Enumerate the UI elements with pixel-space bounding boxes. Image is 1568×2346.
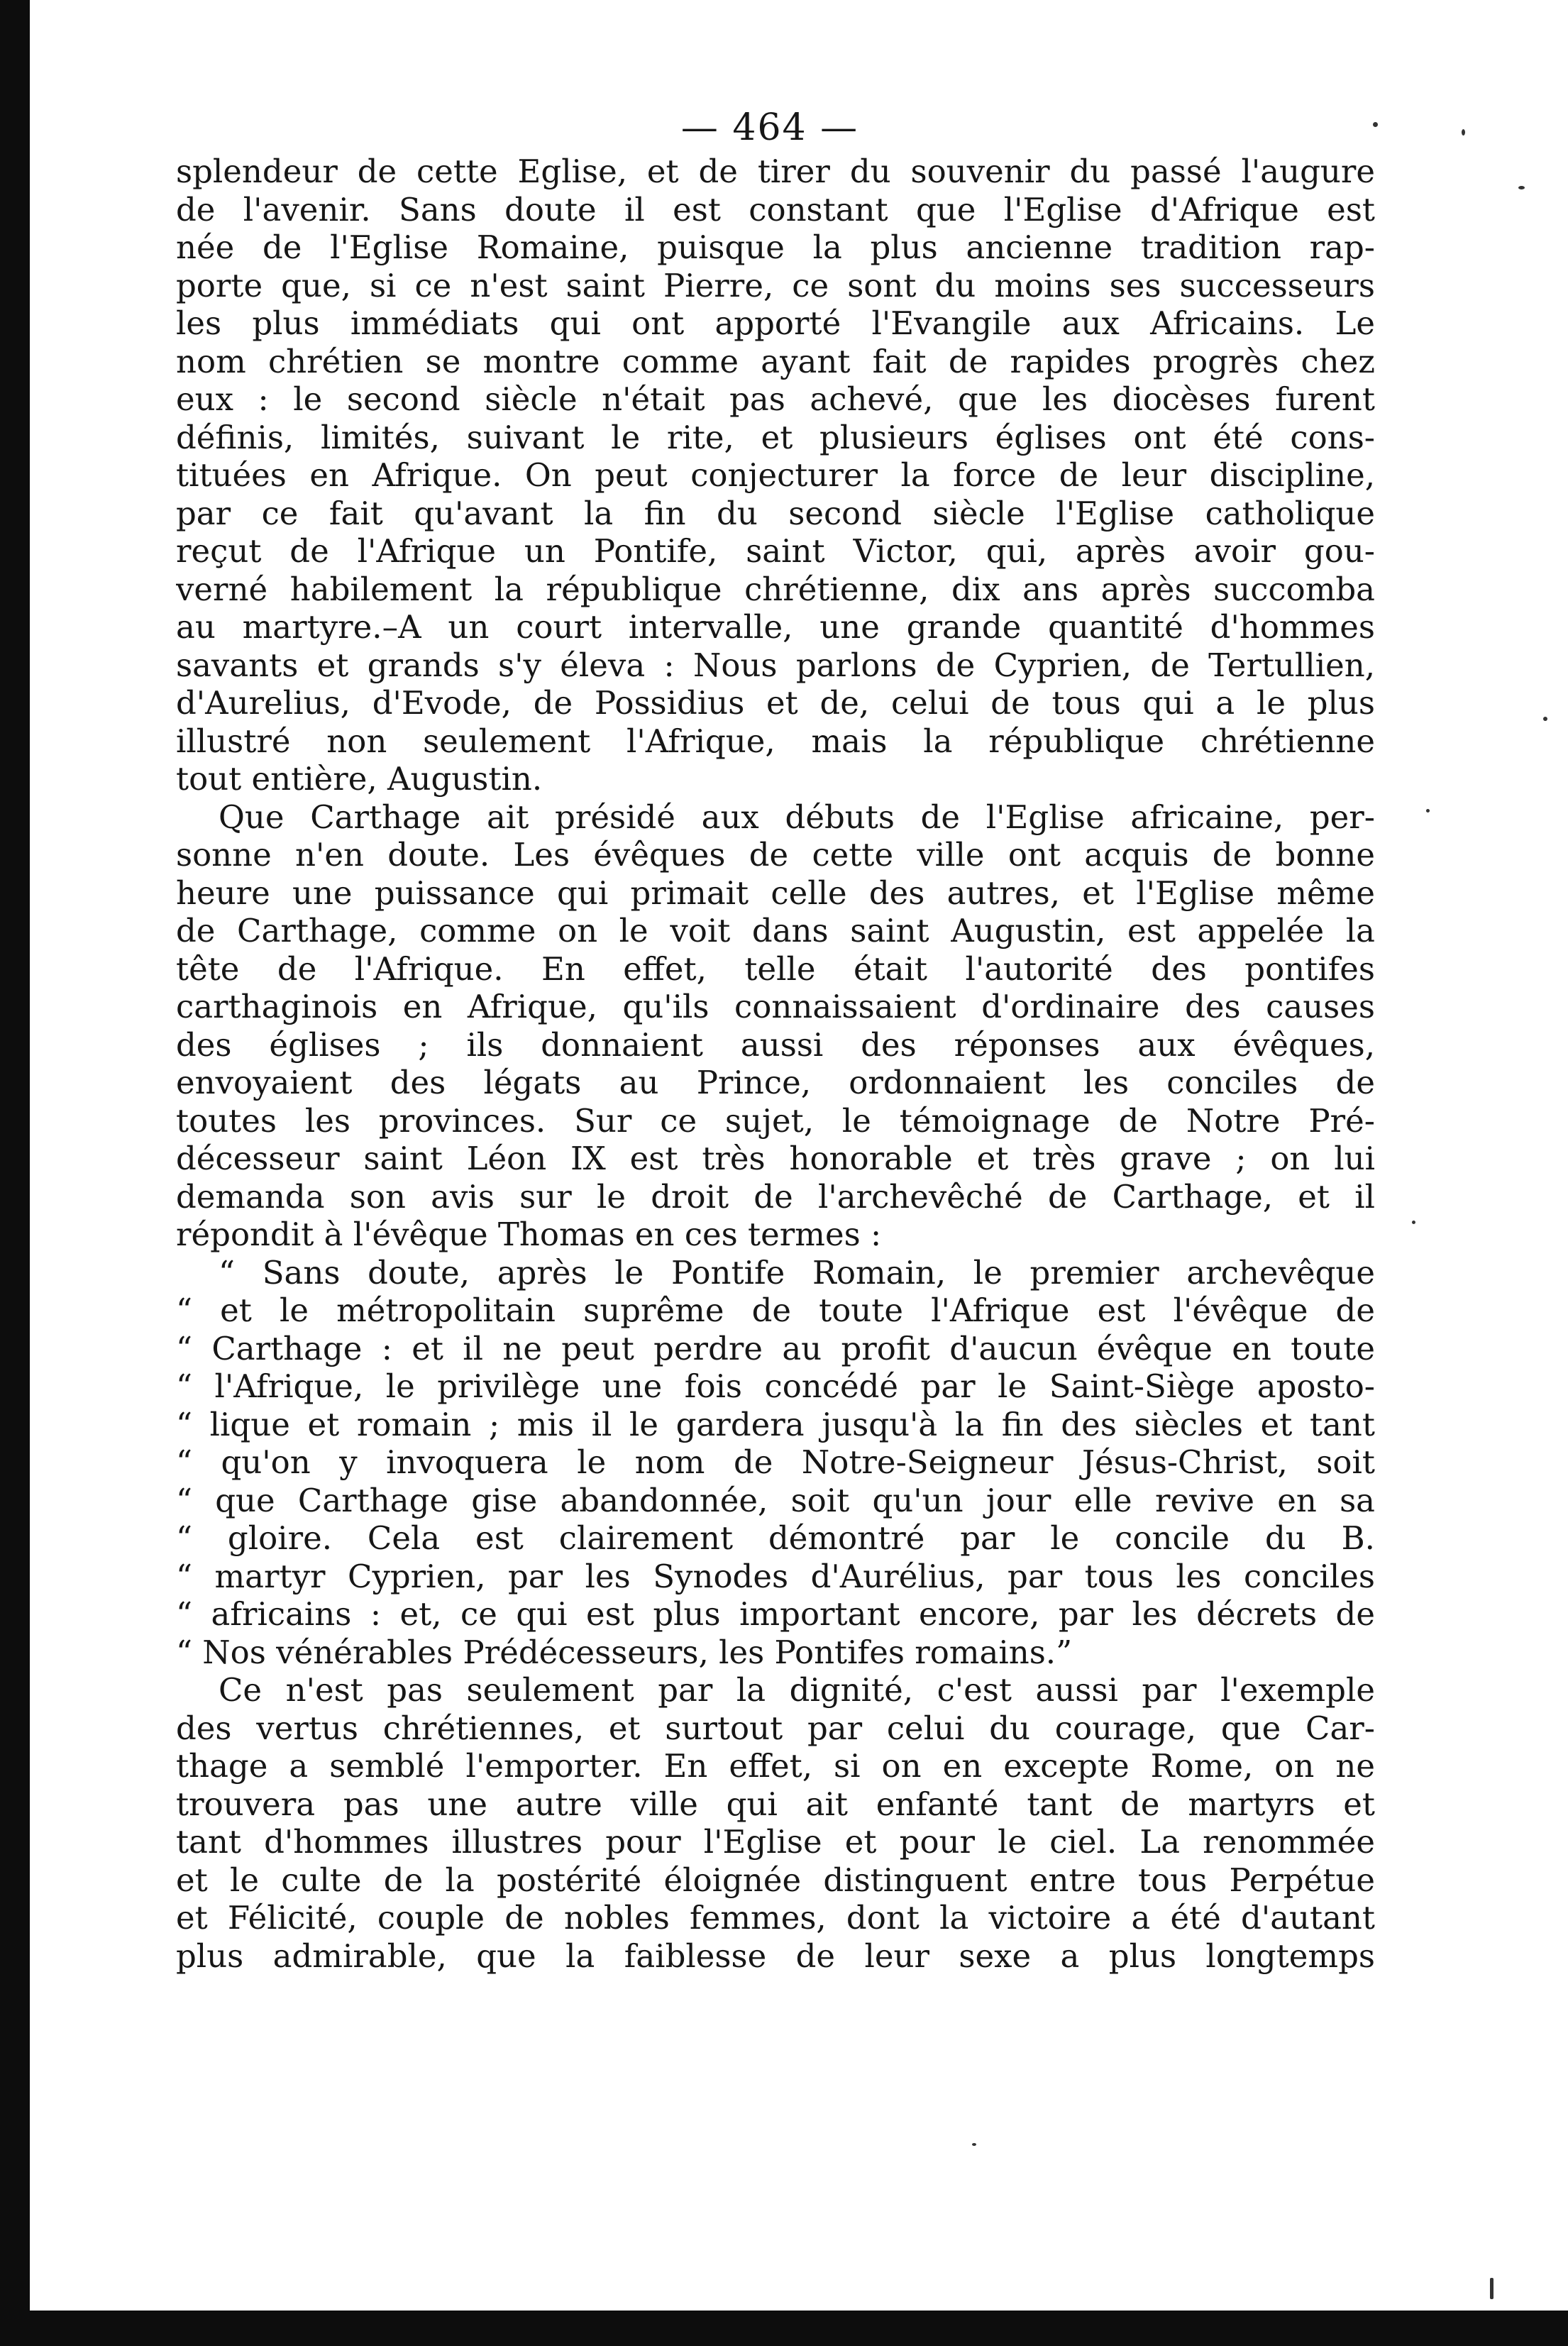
quote-line: “ qu'on y invoquera le nom de Notre-Seigneur Jésus-Christ, soit bbox=[176, 1443, 1375, 1481]
text-line: née de l'Eglise Romaine, puisque la plus ancienne tradition rap- bbox=[176, 228, 1375, 266]
text-line: des églises ; ils donnaient aussi des réponses aux évêques, bbox=[176, 1025, 1375, 1064]
text-line: demanda son avis sur le droit de l'archevêché de Carthage, et il bbox=[176, 1177, 1375, 1216]
quote-line: “ Carthage : et il ne peut perdre au profit d'aucun évêque en toute bbox=[176, 1329, 1375, 1367]
text-line: tituées en Afrique. On peut conjecturer la force de leur discipline, bbox=[176, 456, 1375, 494]
quote-line: “ gloire. Cela est clairement démontré par le concile du B. bbox=[176, 1519, 1375, 1557]
page-number: — 464 — bbox=[680, 106, 859, 149]
text-line: par ce fait qu'avant la fin du second siècle l'Eglise catholique bbox=[176, 494, 1375, 532]
text-line: d'Aurelius, d'Evode, de Possidius et de, celui de tous qui a le plus bbox=[176, 684, 1375, 722]
speck bbox=[972, 2143, 976, 2146]
text-line: tête de l'Afrique. En effet, telle était l'autorité des pontifes bbox=[176, 949, 1375, 988]
text-line: savants et grands s'y éleva : Nous parlons de Cyprien, de Tertullien, bbox=[176, 646, 1375, 684]
quote-line: “ et le métropolitain suprême de toute l'Afrique est l'évêque de bbox=[176, 1292, 1375, 1329]
quote-line: “ lique et romain ; mis il le gardera jusqu'à la fin des siècles et tant bbox=[176, 1405, 1375, 1443]
speck bbox=[1518, 186, 1525, 189]
text-line: des vertus chrétiennes, et surtout par celui du courage, que Car- bbox=[176, 1709, 1375, 1747]
text-line: heure une puissance qui primait celle des autres, et l'Eglise même bbox=[176, 874, 1375, 912]
text-line: carthaginois en Afrique, qu'ils connaissaient d'ordinaire des causes bbox=[176, 988, 1375, 1025]
text-line: décesseur saint Léon IX est très honorable et très grave ; on lui bbox=[176, 1140, 1375, 1177]
text-line: eux : le second siècle n'était pas achevé, que les diocèses furent bbox=[176, 380, 1375, 418]
text-line: splendeur de cette Eglise, et de tirer du souvenir du passé l'augure bbox=[176, 153, 1375, 190]
text-line: Ce n'est pas seulement par la dignité, c'est aussi par l'exemple bbox=[219, 1671, 1375, 1709]
text-line: plus admirable, que la faiblesse de leur sexe a plus longtemps bbox=[176, 1937, 1375, 1975]
text-line: porte que, si ce n'est saint Pierre, ce sont du moins ses successeurs bbox=[176, 266, 1375, 304]
text-line: nom chrétien se montre comme ayant fait de rapides progrès chez bbox=[176, 342, 1375, 380]
quote-line: “ que Carthage gise abandonnée, soit qu'un jour elle revive en sa bbox=[176, 1481, 1375, 1519]
text-line: définis, limités, suivant le rite, et plusieurs églises ont été cons- bbox=[176, 418, 1375, 456]
text-line: verné habilement la république chrétienne, dix ans après succomba bbox=[176, 570, 1375, 608]
scan-left-edge bbox=[0, 0, 30, 2346]
quote-line: “ africains : et, ce qui est plus important encore, par les décrets de bbox=[176, 1595, 1375, 1633]
body-text bbox=[176, 153, 1375, 1975]
text-line: de Carthage, comme on le voit dans saint Augustin, est appelée la bbox=[176, 912, 1375, 949]
text-line: reçut de l'Afrique un Pontife, saint Victor, qui, après avoir gou- bbox=[176, 532, 1375, 570]
quote-line: “ Nos vénérables Prédécesseurs, les Pontifes romains.” bbox=[176, 1633, 1073, 1671]
text-line: trouvera pas une autre ville qui ait enfanté tant de martyrs et bbox=[176, 1785, 1375, 1823]
text-line: et le culte de la postérité éloignée distinguent entre tous Perpétue bbox=[176, 1861, 1375, 1899]
scan-bottom-edge bbox=[0, 2311, 1568, 2346]
text-line: tout entière, Augustin. bbox=[176, 760, 543, 798]
text-line: de l'avenir. Sans doute il est constant que l'Eglise d'Afrique est bbox=[176, 190, 1375, 228]
speck bbox=[1426, 809, 1430, 813]
text-line: et Félicité, couple de nobles femmes, dont la victoire a été d'autant bbox=[176, 1899, 1375, 1937]
text-line: thage a semblé l'emporter. En effet, si on en excepte Rome, on ne bbox=[176, 1747, 1375, 1785]
speck bbox=[1412, 1221, 1415, 1224]
text-line: les plus immédiats qui ont apporté l'Evangile aux Africains. Le bbox=[176, 304, 1375, 342]
quote-line: “ martyr Cyprien, par les Synodes d'Aurélius, par tous les conciles bbox=[176, 1557, 1375, 1595]
text-line: Que Carthage ait présidé aux débuts de l'Eglise africaine, per- bbox=[219, 798, 1375, 836]
text-line: répondit à l'évêque Thomas en ces termes : bbox=[176, 1216, 882, 1253]
quote-line: “ Sans doute, après le Pontife Romain, le premier archevêque bbox=[219, 1253, 1375, 1292]
quote-line: “ l'Afrique, le privilège une fois concédé par le Saint-Siège aposto- bbox=[176, 1367, 1375, 1405]
text-line: toutes les provinces. Sur ce sujet, le témoignage de Notre Pré- bbox=[176, 1101, 1375, 1140]
text-line: illustré non seulement l'Afrique, mais la république chrétienne bbox=[176, 722, 1375, 760]
speck bbox=[1543, 717, 1547, 721]
speck bbox=[1490, 2278, 1494, 2299]
text-line: sonne n'en doute. Les évêques de cette ville ont acquis de bonne bbox=[176, 836, 1375, 874]
text-line: tant d'hommes illustres pour l'Eglise et pour le ciel. La renommée bbox=[176, 1823, 1375, 1861]
text-line: envoyaient des légats au Prince, ordonnaient les conciles de bbox=[176, 1064, 1375, 1101]
text-line: au martyre.–A un court intervalle, une grande quantité d'hommes bbox=[176, 608, 1375, 646]
